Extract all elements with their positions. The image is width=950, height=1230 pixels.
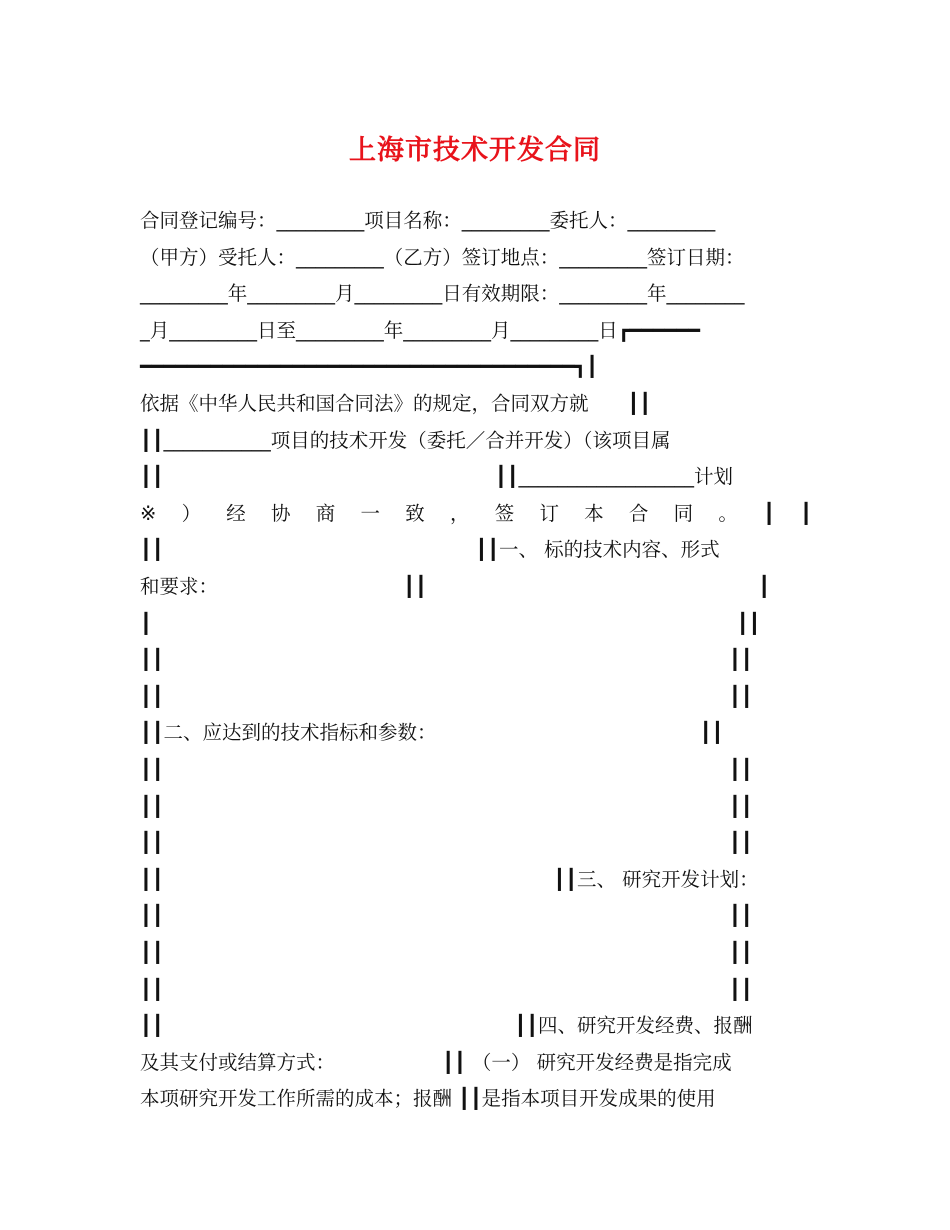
body-line: ┃┃ ┃┃ — [140, 831, 753, 855]
body-line: ━━━━━━━━━━━━━━━━━━━━━━━━━━━━━━━━━━━━━┓┃ — [140, 355, 598, 379]
body-line: ┃ ┃┃ — [140, 611, 761, 635]
body-line: ┃┃ ┃┃__________________计划 — [140, 465, 733, 489]
body-line: ┃┃二、应达到的技术指标和参数： ┃┃ — [140, 721, 724, 745]
body-line: ┃┃ ┃┃ — [140, 648, 753, 672]
body-line: 依据《中华人民共和国合同法》的规定，合同双方就 ┃┃ — [140, 392, 651, 415]
body-line: 和要求： ┃┃ ┃ — [140, 575, 770, 598]
body-line: ┃┃ ┃┃ — [140, 758, 753, 781]
body-line: ※ ） 经 协 商 一 致 ， 签 订 本 合 同 。 ┃ ┃ — [140, 501, 812, 525]
body-line: ┃┃ ┃┃ — [140, 977, 753, 1001]
body-line: ┃┃ ┃┃ — [140, 794, 753, 818]
body-line: 及其支付或结算方式： ┃┃ （一） 研究开发经费是指完成 — [140, 1050, 732, 1074]
body-line: _________年_________月_________日有效期限：_________年________ — [140, 282, 745, 306]
body-line: ┃┃ ┃┃四、研究开发经费、报酬 — [140, 1014, 753, 1038]
body-line: 本项研究开发工作所需的成本；报酬 ┃┃是指本项目开发成果的使用 — [140, 1087, 716, 1111]
body-line: ┃┃ ┃┃ — [140, 684, 753, 708]
body-line: ┃┃ ┃┃ — [140, 941, 753, 964]
body-line: ┃┃ ┃┃三、 研究开发计划： — [140, 867, 759, 891]
body-line: ┃┃ ┃┃一、 标的技术内容、形式 — [140, 538, 720, 562]
body-line: （甲方）受托人：_________（乙方）签订地点：_________签订日期： — [140, 245, 745, 269]
body-line: 合同登记编号：_________项目名称：_________委托人：_________ — [140, 209, 716, 232]
body-line: ┃┃___________项目的技术开发（委托／合并开发）（该项目属 — [140, 428, 671, 452]
body-line: ┃┃ ┃┃ — [140, 904, 753, 928]
body-line: _月_________日至_________年_________月_________日┏━━━━━━ — [140, 318, 700, 342]
page-title: 上海市技术开发合同 — [349, 135, 601, 166]
